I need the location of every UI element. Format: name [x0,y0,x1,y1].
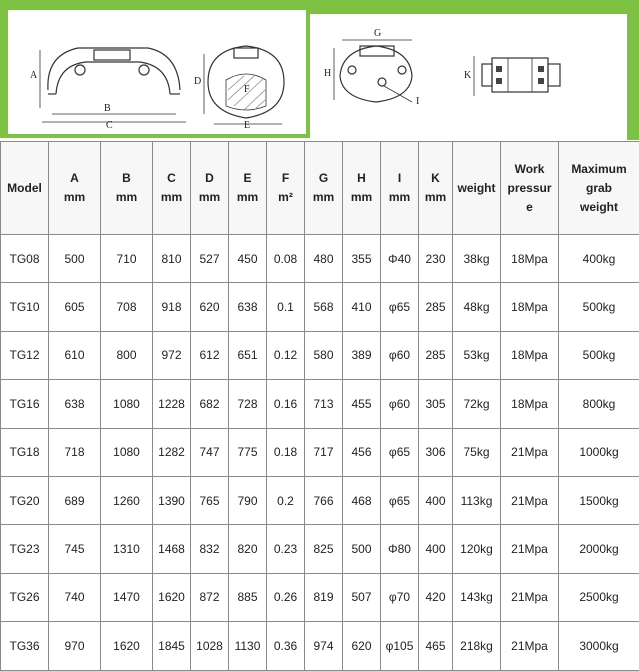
cell-max-grab-weight: 800kg [559,380,639,428]
col-header-h: H mm [343,142,381,235]
cell-c: 918 [153,283,191,331]
cell-weight: 113kg [453,476,501,524]
cell-model: TG36 [1,622,49,670]
cell-weight: 38kg [453,235,501,283]
cell-e: 651 [229,331,267,379]
cell-a: 740 [49,573,101,621]
diagram-band [0,0,639,140]
cell-c: 1228 [153,380,191,428]
cell-a: 970 [49,622,101,670]
cell-model: TG26 [1,573,49,621]
cell-k: 285 [419,331,453,379]
cell-model: TG20 [1,476,49,524]
cell-h: 389 [343,331,381,379]
cell-work-pressure: 18Mpa [501,235,559,283]
cell-weight: 120kg [453,525,501,573]
cell-c: 1468 [153,525,191,573]
cell-h: 500 [343,525,381,573]
cell-d: 612 [191,331,229,379]
cell-c: 810 [153,235,191,283]
grapple-front-side-drawing [8,10,306,134]
cell-model: TG23 [1,525,49,573]
cell-b: 708 [101,283,153,331]
cell-g: 717 [305,428,343,476]
cell-d: 832 [191,525,229,573]
cell-g: 974 [305,622,343,670]
cell-a: 689 [49,476,101,524]
dim-label-c: C [106,120,113,131]
dim-label-k: K [464,70,471,81]
cell-a: 500 [49,235,101,283]
cell-weight: 53kg [453,331,501,379]
col-header-f: F m² [267,142,305,235]
cell-k: 305 [419,380,453,428]
dim-label-d: D [194,76,201,87]
cell-d: 872 [191,573,229,621]
cell-a: 745 [49,525,101,573]
cell-f: 0.1 [267,283,305,331]
cell-a: 718 [49,428,101,476]
cell-d: 1028 [191,622,229,670]
cell-a: 605 [49,283,101,331]
table-row [1,476,639,524]
cell-max-grab-weight: 500kg [559,331,639,379]
col-header-max-grab-weight: Maximum grab weight [559,142,639,235]
cell-d: 682 [191,380,229,428]
cell-weight: 143kg [453,573,501,621]
cell-e: 450 [229,235,267,283]
cell-k: 400 [419,476,453,524]
dim-label-e: E [244,120,250,131]
cell-weight: 48kg [453,283,501,331]
cell-i: φ105 [381,622,419,670]
cell-i: φ65 [381,476,419,524]
cell-weight: 218kg [453,622,501,670]
cell-model: TG16 [1,380,49,428]
cell-d: 527 [191,235,229,283]
cell-c: 1282 [153,428,191,476]
cell-c: 1845 [153,622,191,670]
cell-max-grab-weight: 2000kg [559,525,639,573]
cell-h: 355 [343,235,381,283]
cell-f: 0.26 [267,573,305,621]
cell-h: 456 [343,428,381,476]
cell-a: 638 [49,380,101,428]
cell-c: 1620 [153,573,191,621]
cell-i: φ70 [381,573,419,621]
cell-g: 568 [305,283,343,331]
cell-max-grab-weight: 500kg [559,283,639,331]
cell-h: 468 [343,476,381,524]
cell-b: 1080 [101,380,153,428]
green-border-top-right [310,0,639,14]
cell-model: TG18 [1,428,49,476]
spec-table [0,141,639,671]
dim-label-b: B [104,103,111,114]
cell-work-pressure: 21Mpa [501,476,559,524]
cell-e: 790 [229,476,267,524]
cell-k: 465 [419,622,453,670]
grapple-top-plan-drawing [312,16,626,136]
grapple-drawing-1 [8,10,306,134]
cell-g: 819 [305,573,343,621]
cell-a: 610 [49,331,101,379]
cell-c: 1390 [153,476,191,524]
cell-b: 710 [101,235,153,283]
cell-k: 230 [419,235,453,283]
cell-g: 825 [305,525,343,573]
cell-g: 766 [305,476,343,524]
cell-d: 765 [191,476,229,524]
col-header-g: G mm [305,142,343,235]
cell-g: 580 [305,331,343,379]
table-row [1,573,639,621]
cell-work-pressure: 18Mpa [501,380,559,428]
cell-model: TG08 [1,235,49,283]
cell-e: 885 [229,573,267,621]
dim-label-i: I [416,96,419,107]
cell-b: 1310 [101,525,153,573]
table-row [1,235,639,283]
cell-work-pressure: 21Mpa [501,573,559,621]
col-header-b: B mm [101,142,153,235]
cell-i: Φ40 [381,235,419,283]
cell-b: 1470 [101,573,153,621]
col-header-model: Model [1,142,49,235]
cell-g: 480 [305,235,343,283]
green-border-right [627,0,639,140]
cell-f: 0.18 [267,428,305,476]
cell-f: 0.08 [267,235,305,283]
cell-k: 400 [419,525,453,573]
cell-weight: 75kg [453,428,501,476]
cell-k: 306 [419,428,453,476]
col-header-d: D mm [191,142,229,235]
cell-g: 713 [305,380,343,428]
cell-e: 638 [229,283,267,331]
header-row [1,142,639,235]
dim-label-h: H [324,68,331,79]
cell-k: 420 [419,573,453,621]
cell-weight: 72kg [453,380,501,428]
cell-f: 0.12 [267,331,305,379]
cell-work-pressure: 21Mpa [501,428,559,476]
cell-h: 507 [343,573,381,621]
col-header-work-pressure: Work pressur e [501,142,559,235]
cell-work-pressure: 18Mpa [501,283,559,331]
col-header-c: C mm [153,142,191,235]
cell-e: 728 [229,380,267,428]
cell-f: 0.16 [267,380,305,428]
table-row [1,380,639,428]
cell-b: 1620 [101,622,153,670]
table-row [1,283,639,331]
cell-h: 620 [343,622,381,670]
table-row [1,622,639,670]
cell-max-grab-weight: 400kg [559,235,639,283]
cell-max-grab-weight: 1000kg [559,428,639,476]
cell-e: 1130 [229,622,267,670]
cell-i: φ65 [381,428,419,476]
cell-work-pressure: 21Mpa [501,622,559,670]
cell-e: 775 [229,428,267,476]
cell-h: 410 [343,283,381,331]
cell-d: 747 [191,428,229,476]
cell-work-pressure: 21Mpa [501,525,559,573]
cell-b: 1080 [101,428,153,476]
col-header-e: E mm [229,142,267,235]
col-header-a: A mm [49,142,101,235]
cell-k: 285 [419,283,453,331]
cell-work-pressure: 18Mpa [501,331,559,379]
cell-b: 1260 [101,476,153,524]
cell-i: φ65 [381,283,419,331]
cell-max-grab-weight: 2500kg [559,573,639,621]
cell-i: φ60 [381,380,419,428]
cell-model: TG12 [1,331,49,379]
table-row [1,331,639,379]
cell-i: Φ80 [381,525,419,573]
cell-max-grab-weight: 1500kg [559,476,639,524]
cell-f: 0.36 [267,622,305,670]
cell-d: 620 [191,283,229,331]
dim-label-f: F [244,84,250,95]
cell-f: 0.2 [267,476,305,524]
col-header-weight: weight [453,142,501,235]
col-header-i: I mm [381,142,419,235]
cell-b: 800 [101,331,153,379]
col-header-k: K mm [419,142,453,235]
cell-max-grab-weight: 3000kg [559,622,639,670]
cell-i: φ60 [381,331,419,379]
cell-h: 455 [343,380,381,428]
table-row [1,428,639,476]
cell-model: TG10 [1,283,49,331]
cell-c: 972 [153,331,191,379]
dim-label-a: A [30,70,37,81]
cell-e: 820 [229,525,267,573]
table-row [1,525,639,573]
cell-f: 0.23 [267,525,305,573]
dim-label-g: G [374,28,381,39]
